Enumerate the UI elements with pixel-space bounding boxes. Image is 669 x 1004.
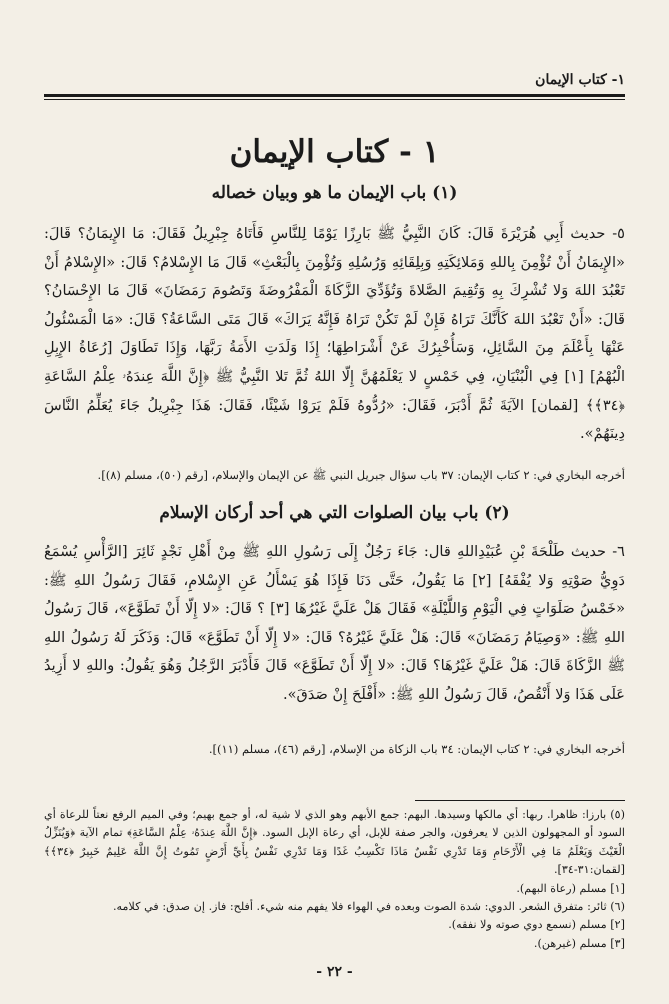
footnote-ref-1: [١] مسلم (رعاة البهم). [516, 881, 625, 895]
footnotes [44, 806, 625, 953]
header-rule [44, 94, 625, 97]
footnote-rule [415, 800, 625, 801]
hadith-6-text: ٦- حديث طَلْحَةَ بْنِ عُبَيْدِاللهِ قال: جَاءَ رَجُلٌ إِلَى رَسُولِ اللهِ ﷺ مِنْ أَهْلِ نَجْدٍ ثَائِرَ [الرَّأْسِ يُسْمَعُ دَوِيُّ صَوْتِهِ وَلا يُفْقَهُ] [٢] مَا يَقُولُ، حَتَّى دَنَا فَإِذَا هُوَ يَسْأَلُ عَنِ الإِسْلامِ، فَقَالَ رَسُولُ اللهِ ﷺ: «خَمْسُ صَلَوَاتٍ فِي الْيَوْمِ وَاللَّيْلَةِ» فَقَالَ هَلْ عَلَيَّ غَيْرُهَا [٣] ؟ قَالَ: «لا إِلّا أَنْ تَطَوَّعَ»، قَالَ رَسُولُ اللهِ ﷺ: «وَصِيَامُ رَمَضَانَ» قَالَ: هَلْ عَلَيَّ غَيْرُهُ؟ قَالَ: «لا إِلّا أَنْ تَطَوَّعَ» قَالَ: وَذَكَرَ لَهُ رَسُولُ اللهِ ﷺ الزَّكَاةَ قَالَ: هَلْ عَلَيَّ غَيْرُهَا؟ قَالَ: «لا إِلّا أَنْ تَطَوَّعَ» قَالَ فَأَدْبَرَ الرَّجُلُ وَهُوَ يَقُولُ: واللهِ لا أَزِيدُ عَلَى هَذَا وَلا أَنْقُصُ، قَالَ رَسُولُ اللهِ ﷺ: «أَفْلَحَ إِنْ صَدَقَ». [44, 543, 626, 703]
footnote-ref-2: [٢] مسلم (نسمع دوي صوته ولا نفقه). [448, 918, 625, 932]
footnote-ref-3: [٣] مسلم (غيرهن). [533, 936, 625, 950]
hadith-6-source: أخرجه البخاري في: ٢ كتاب الإيمان: ٣٤ باب الزكاة من الإسلام، [رقم (٤٦)، مسلم (١١)]. [208, 742, 625, 756]
hadith-5-source: أخرجه البخاري في: ٢ كتاب الإيمان: ٣٧ باب سؤال جبريل النبي ﷺ عن الإيمان والإسلام، [رقم (٥٠)، مسلم (٨)]. [97, 468, 625, 482]
chapter-title-2: (٢) باب بيان الصلوات التي هي أحد أركان الإسلام [159, 503, 510, 523]
book-title: ١ - كتاب الإيمان [229, 134, 440, 170]
footnote-5: (٥) بارزا: ظاهرا. ربها: أي مالكها وسيدها. البهم: جمع الأبهم وهو الذي لا شية له، أو جمع بهيم؛ وفي الميم الرفع نعتاً للرعاة أي السود أو المجهولون الذين لا يعرفون، والجر صفة للإبل، أي رعاة الإبل السود. ﴿إِنَّ اللَّهَ عِندَهُۥ عِلْمُ السَّاعَةِ﴾ تمام الآية ﴿وَيُنَزِّلُ الْغَيْثَ وَيَعْلَمُ مَا فِي الْأَرْحَامِ وَمَا تَدْرِي نَفْسٌ مَاذَا تَكْسِبُ غَدًا وَمَا تَدْرِي نَفْسٌ بِأَيِّ أَرْضٍ تَمُوتُ إِنَّ اللَّهَ عَلِيمٌ خَبِيرٌ ﴿٣٤﴾﴾ [لقمان:٣١-٣٤]. [44, 808, 625, 877]
page-number: - ٢٢ - [316, 964, 353, 980]
chapter-title-1: (١) باب الإيمان ما هو وبيان خصاله [211, 183, 458, 203]
footnote-6: (٦) ثائر: متفرق الشعر. الدوي: شدة الصوت وبعده في الهواء فلا يفهم منه شيء. أفلح: فاز. إن صدق: في كلامه. [112, 900, 625, 914]
hadith-5-text: ٥- حديث أَبِي هُرَيْرَةَ قَالَ: كَانَ النَّبِيُّ ﷺ بَارِزًا يَوْمًا لِلنَّاسِ فَأَتَاهُ جِبْرِيلُ فَقَالَ: مَا الإِيمَانُ؟ قَالَ: «الإِيمَانُ أَنْ تُؤْمِنَ بِاللهِ وَمَلائِكَتِهِ وَبِلِقَائِهِ وَرُسُلِهِ وَتُؤْمِنَ بِالْبَعْثِ» قَالَ مَا الإِسْلامُ؟ قَالَ: «الإِسْلامُ أَنْ تَعْبُدَ اللهَ وَلا تُشْرِكَ بِهِ وَتُقِيمَ الصَّلاةَ وَتُؤَدِّيَ الزَّكَاةَ الْمَفْرُوضَةَ وَتَصُومَ رَمَضَانَ» قَالَ مَا الإِحْسَانُ؟ قَالَ: «أَنْ تَعْبُدَ اللهَ كَأَنَّكَ تَرَاهُ فَإِنْ لَمْ تَكُنْ تَرَاهُ فَإِنَّهُ يَرَاكَ» قَالَ مَتَى السَّاعَةُ؟ قَالَ: «مَا الْمَسْئُولُ عَنْهَا بِأَعْلَمَ مِنَ السَّائِلِ، وَسَأُخْبِرُكَ عَنْ أَشْرَاطِهَا؛ إِذَا وَلَدَتِ الأَمَةُ رَبَّهَا، وَإِذَا تَطَاوَلَ [رُعَاةُ الإِبِلِ الْبُهْمُ] [١] فِي الْبُنْيَانِ، فِي خَمْسٍ لا يَعْلَمُهُنَّ إِلّا اللهُ ثُمَّ تَلا النَّبِيُّ ﷺ ﴿إِنَّ اللَّهَ عِندَهُۥ عِلْمُ السَّاعَةِ ﴿٣٤﴾﴾ [لقمان] الآيَةَ ثُمَّ أَدْبَرَ، فَقَالَ: «رُدُّوهُ فَلَمْ يَرَوْا شَيْئًا، فَقَالَ: هَذَا جِبْرِيلُ جَاءَ يُعَلِّمُ النَّاسَ دِينَهُمْ». [44, 225, 626, 443]
header-rule-thin [44, 99, 625, 100]
running-head: ١- كتاب الإيمان [535, 72, 625, 88]
